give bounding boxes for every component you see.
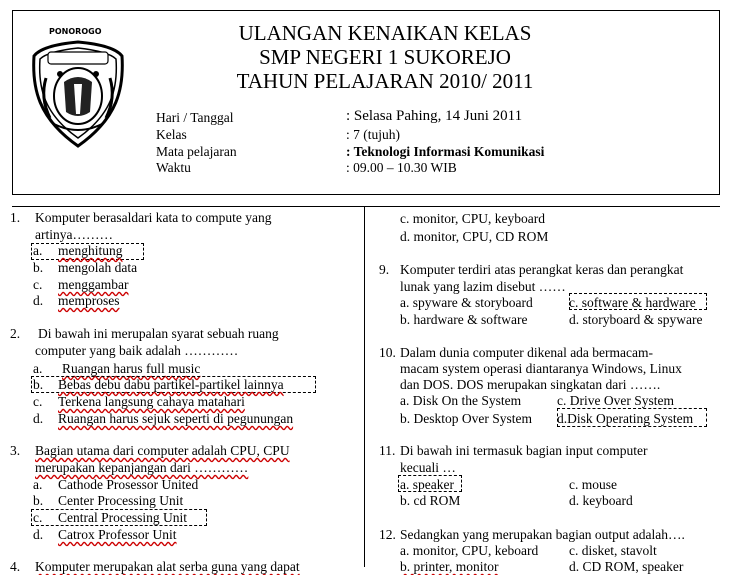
q3-option-a: Cathode Prosessor United xyxy=(58,477,199,492)
q12-option-c: c. disket, stavolt xyxy=(569,543,657,558)
q9-number: 9. xyxy=(379,262,390,277)
q1-option-letter-a: a. xyxy=(33,243,43,258)
q11-option-a: a. speaker xyxy=(400,477,454,492)
q3-option-letter-c: c. xyxy=(33,510,43,525)
q3-text-line2: merupakan kepanjangan dari ………… xyxy=(35,460,249,475)
info-value-subject: : Teknologi Informasi Komunikasi xyxy=(346,144,545,159)
q3-option-letter-a: a. xyxy=(33,477,43,492)
q10-option-c: c. Drive Over System xyxy=(557,393,674,408)
q3-option-d: Catrox Professor Unit xyxy=(58,527,177,542)
q2-option-letter-b: b. xyxy=(33,377,44,392)
q12-option-b: b. printer, monitor xyxy=(400,559,499,574)
info-label-time: Waktu xyxy=(156,160,191,175)
q1-text-line1: Komputer berasaldari kata to compute yang xyxy=(35,210,272,225)
q1-option-c: menggambar xyxy=(58,277,129,292)
q8-option-d: d. monitor, CPU, CD ROM xyxy=(400,229,549,244)
q9-text-line1: Komputer terdiri atas perangkat keras dan perangkat xyxy=(400,262,684,277)
q10-text-line3: dan DOS. DOS merupakan singkatan dari ……. xyxy=(400,377,661,392)
q10-text-line1: Dalam dunia computer dikenal ada bermacam- xyxy=(400,345,654,360)
q3-text-line1: Bagian utama dari computer adalah CPU, CPU xyxy=(35,443,290,458)
q3-option-letter-b: b. xyxy=(33,493,44,508)
q12-option-d: d. CD ROM, speaker xyxy=(569,559,684,574)
q9-option-b: b. hardware & software xyxy=(400,312,528,327)
q2-option-d: Ruangan harus sejuk seperti di pegunungan xyxy=(58,411,294,426)
info-value-time: : 09.00 – 10.30 WIB xyxy=(346,160,457,175)
q2-number: 2. xyxy=(10,326,21,341)
column-divider xyxy=(364,206,365,567)
q2-option-c: Terkena langsung cahaya matahari xyxy=(58,394,245,409)
ponorogo-crest-logo xyxy=(30,38,126,150)
info-label-day-date: Hari / Tanggal xyxy=(156,110,234,125)
q10-number: 10. xyxy=(379,345,396,360)
info-value-day-date: : Selasa Pahing, 14 Juni 2011 xyxy=(346,108,523,124)
q2-text-line2: computer yang baik adalah ………… xyxy=(35,343,239,358)
q9-option-c: c. software & hardware xyxy=(569,295,696,310)
q3-option-b: Center Processing Unit xyxy=(58,493,184,508)
q12-number: 12. xyxy=(379,527,396,542)
info-label-subject: Mata pelajaran xyxy=(156,144,237,159)
q11-option-b: b. cd ROM xyxy=(400,493,461,508)
q2-option-a: Ruangan harus full music xyxy=(62,361,201,376)
q4-text-line1: Komputer merupakan alat serba guna yang dapat xyxy=(35,559,300,574)
q11-number: 11. xyxy=(379,443,396,458)
q1-text-line2: artinya……… xyxy=(35,227,113,242)
q1-option-letter-b: b. xyxy=(33,260,44,275)
q3-option-letter-d: d. xyxy=(33,527,44,542)
header-rule-1 xyxy=(12,194,720,195)
q2-option-letter-c: c. xyxy=(33,394,43,409)
q10-option-d: d.Disk Operating System xyxy=(557,411,694,426)
q11-text-line2: kecuali … xyxy=(400,460,456,475)
info-value-class: : 7 (tujuh) xyxy=(346,127,400,142)
q10-option-a: a. Disk On the System xyxy=(400,393,522,408)
q2-option-b: Bebas debu dabu partikel-partikel lainnya xyxy=(58,377,284,392)
q2-text-line1: Di bawah ini merupalan syarat sebuah ruang xyxy=(38,326,279,341)
q8-option-c: c. monitor, CPU, keyboard xyxy=(400,211,545,226)
q1-option-b: mengolah data xyxy=(58,260,138,275)
q12-text-line1: Sedangkan yang merupakan bagian output adalah…. xyxy=(400,527,685,542)
q9-option-d: d. storyboard & spyware xyxy=(569,312,703,327)
q12-option-a: a. monitor, CPU, keboard xyxy=(400,543,539,558)
q10-option-b: b. Desktop Over System xyxy=(400,411,532,426)
q2-option-letter-d: d. xyxy=(33,411,44,426)
header-rule-2 xyxy=(12,206,720,207)
q1-option-d: memproses xyxy=(58,293,120,308)
q3-number: 3. xyxy=(10,443,21,458)
exam-title: ULANGAN KENAIKAN KELAS xyxy=(238,21,532,45)
academic-year: TAHUN PELAJARAN 2010/ 2011 xyxy=(236,69,534,93)
school-name: SMP NEGERI 1 SUKOREJO xyxy=(259,45,511,69)
q1-option-letter-d: d. xyxy=(33,293,44,308)
q9-text-line2: lunak yang lazim disebut …… xyxy=(400,279,566,294)
q1-option-letter-c: c. xyxy=(33,277,43,292)
logo-text: PONOROGO xyxy=(49,27,102,36)
q2-option-letter-a: a. xyxy=(33,361,43,376)
q11-option-c: c. mouse xyxy=(569,477,617,492)
info-label-class: Kelas xyxy=(156,127,187,142)
q1-number: 1. xyxy=(10,210,21,225)
q11-text-line1: Di bawah ini termasuk bagian input computer xyxy=(400,443,648,458)
q1-option-a: menghitung xyxy=(58,243,123,258)
q4-number: 4. xyxy=(10,559,21,574)
q11-option-d: d. keyboard xyxy=(569,493,633,508)
q9-option-a: a. spyware & storyboard xyxy=(400,295,533,310)
q3-option-c: Central Processing Unit xyxy=(58,510,187,525)
q10-text-line2: macam system operasi diantaranya Windows, Linux xyxy=(400,361,682,376)
